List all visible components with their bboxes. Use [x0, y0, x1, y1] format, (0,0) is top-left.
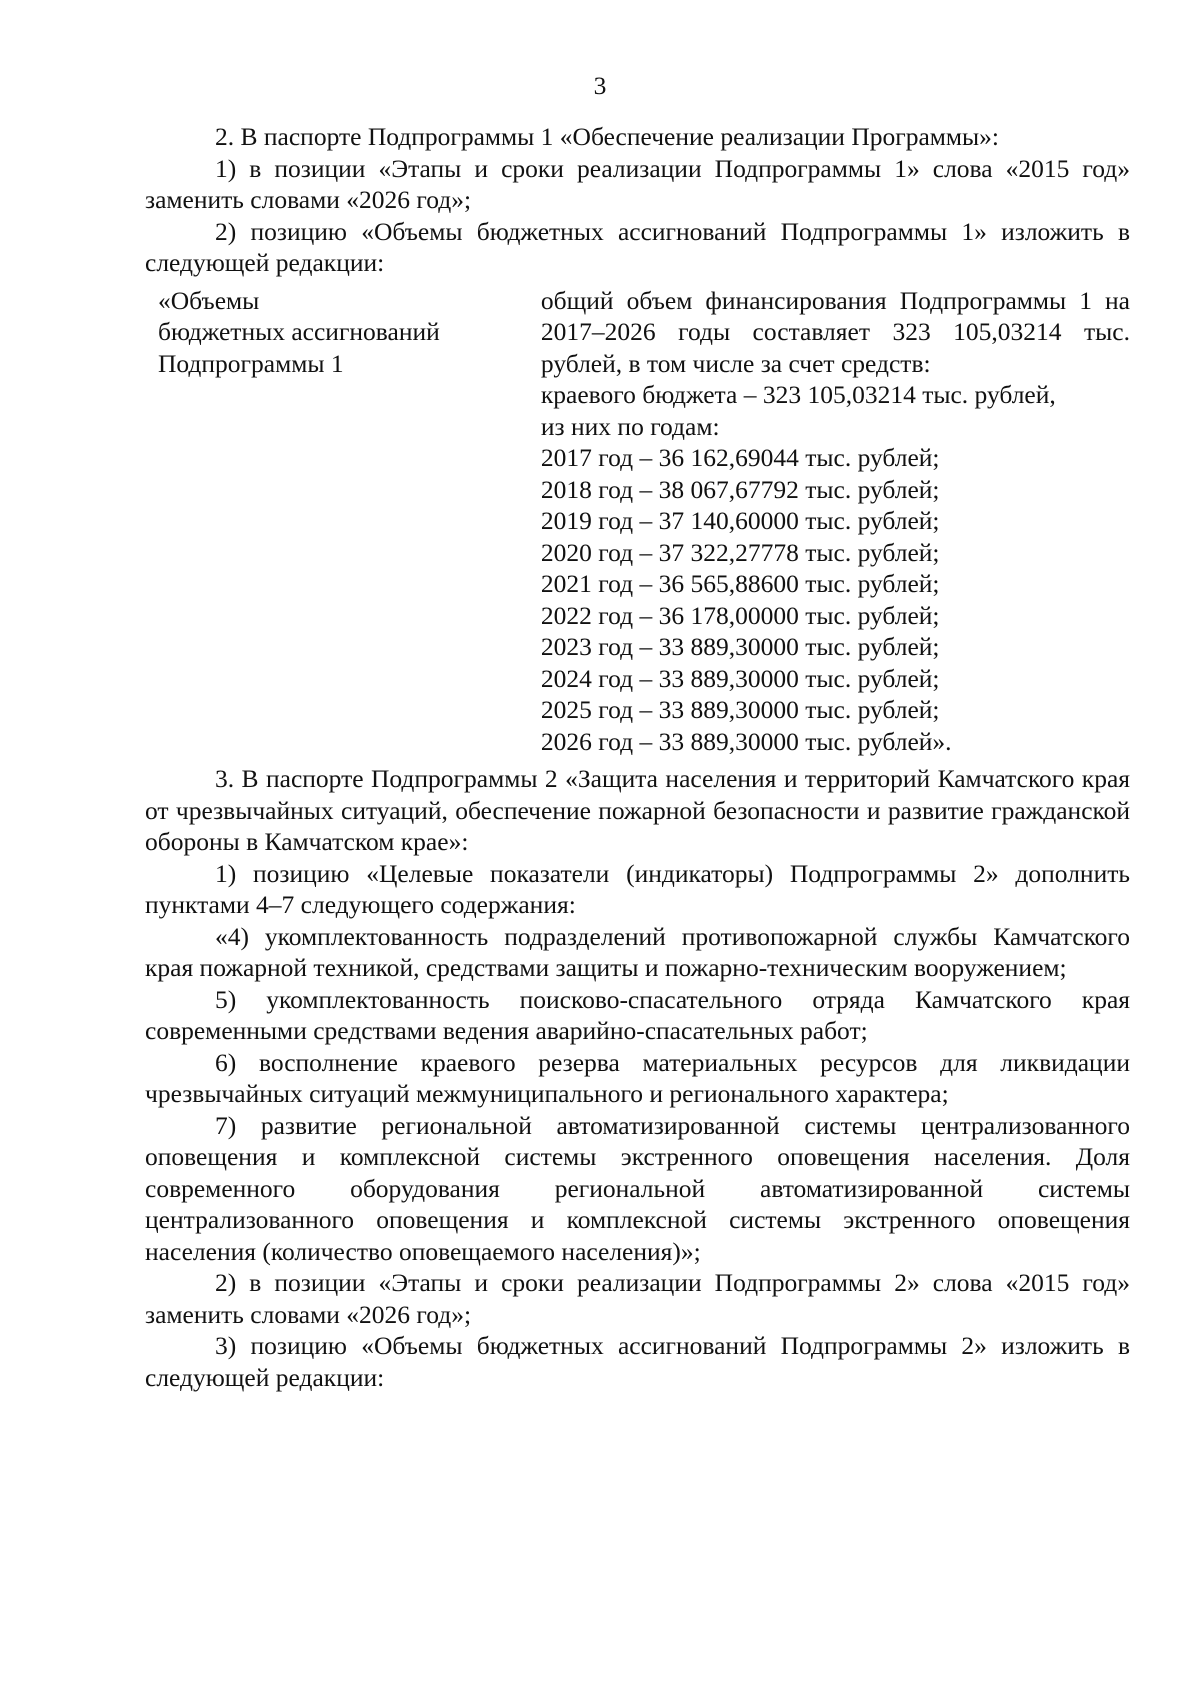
passport-table [145, 285, 1130, 758]
passport-right-cell [541, 285, 1130, 758]
year-amount-line: 2017 год – 36 162,69044 тыс. рублей; [540, 443, 940, 472]
section3-item2: 2) в позиции «Этапы и сроки реализации Подпрограммы 2» слова «2015 год» заменить словами «2026 год»; [145, 1268, 1130, 1329]
section3-point7: 7) развитие региональной автоматизированной системы централизованного оповещения и комплексной системы экстренного оповещения населения. Доля современного оборудования региональной автоматизированной системы централизованного оповещения и комплексной системы экстренного оповещения населения (количество оповещаемого населения)»; [145, 1110, 1130, 1266]
passport-left-line: бюджетных ассигнований [158, 317, 440, 346]
section2-item1: 1) в позиции «Этапы и сроки реализации Подпрограммы 1» слова «2015 год» заменить словами «2026 год»; [145, 153, 1130, 214]
passport-left-line: «Объемы [158, 285, 260, 315]
year-amount-line: 2020 год – 37 322,27778 тыс. рублей; [540, 537, 940, 567]
section3-point6: 6) восполнение краевого резерва материальных ресурсов для ликвидации чрезвычайных ситуаций межмуниципального и регионального характера; [145, 1047, 1130, 1108]
passport-left-line: Подпрограммы 1 [158, 348, 344, 378]
year-amount-line: 2018 год – 38 067,67792 тыс. рублей; [540, 474, 940, 504]
section3-heading: 3. В паспорте Подпрограммы 2 «Защита населения и территорий Камчатского края от чрезвычайных ситуаций, обеспечение пожарной безопасности и развитие гражданской обороны в Камчатском крае»: [145, 764, 1130, 856]
year-amount-line: 2019 год – 37 140,60000 тыс. рублей; [540, 506, 940, 535]
page-number: 3 [593, 71, 607, 100]
year-amount-line: 2021 год – 36 565,88600 тыс. рублей; [540, 569, 940, 598]
section3-item3: 3) позицию «Объемы бюджетных ассигнований Подпрограммы 2» изложить в следующей редакции: [145, 1331, 1130, 1392]
section3-point5: 5) укомплектованность поисково-спасательного отряда Камчатского края современными средствами ведения аварийно-спасательных работ; [145, 984, 1130, 1045]
year-amount-line: 2023 год – 33 889,30000 тыс. рублей; [540, 632, 940, 661]
section2-item2: 2) позицию «Объемы бюджетных ассигнований Подпрограммы 1» изложить в следующей редакции: [145, 216, 1130, 277]
passport-budget-line: краевого бюджета – 323 105,03214 тыс. рублей, [540, 380, 1056, 409]
year-amount-line: 2026 год – 33 889,30000 тыс. рублей». [540, 726, 952, 756]
section3-point4: «4) укомплектованность подразделений противопожарной службы Камчатского края пожарной техникой, средствами защиты и пожарно-техническим вооружением; [145, 921, 1130, 982]
passport-financing-intro: общий объем финансирования Подпрограммы 1 на 2017–2026 годы составляет 323 105,03214 тыс. рублей, в том числе за счет средств: [540, 285, 1130, 378]
year-amount-line: 2024 год – 33 889,30000 тыс. рублей; [540, 663, 940, 693]
year-amount-line: 2025 год – 33 889,30000 тыс. рублей; [540, 695, 940, 724]
passport-left-cell [145, 285, 541, 758]
section2-heading: 2. В паспорте Подпрограммы 1 «Обеспечение реализации Программы»: [215, 122, 1000, 151]
section3-item1: 1) позицию «Целевые показатели (индикаторы) Подпрограммы 2» дополнить пунктами 4–7 следующего содержания: [145, 858, 1130, 919]
passport-years-intro: из них по годам: [540, 411, 720, 441]
year-amount-line: 2022 год – 36 178,00000 тыс. рублей; [540, 600, 940, 630]
document-body [145, 121, 1130, 1393]
